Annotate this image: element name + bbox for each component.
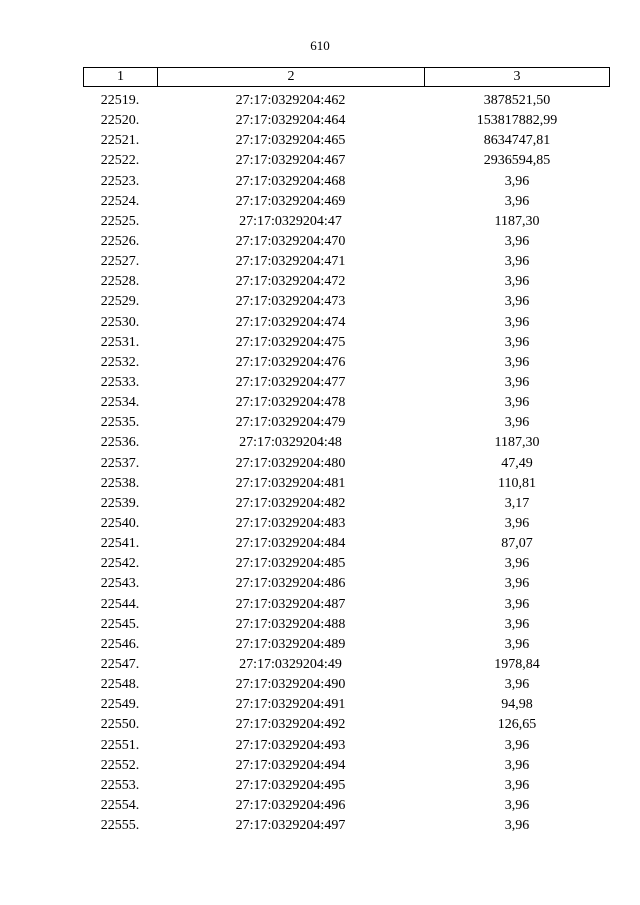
- row-number: 22534.: [100, 395, 140, 411]
- row-value: 94,98: [501, 697, 533, 713]
- row-value: 3,96: [504, 596, 530, 612]
- cadastral-number: 27:17:0329204:465: [235, 133, 346, 149]
- row-number: 22538.: [100, 475, 140, 491]
- table-row: [83, 272, 610, 292]
- row-value: 3,96: [504, 415, 530, 431]
- row-value: 3,96: [504, 294, 530, 310]
- row-value: 3,96: [504, 556, 530, 572]
- table-row: [83, 534, 610, 554]
- row-number: 22528.: [100, 274, 140, 290]
- cadastral-number: 27:17:0329204:485: [235, 556, 346, 572]
- row-value: 3,96: [504, 254, 530, 270]
- cadastral-number: 27:17:0329204:490: [235, 677, 346, 693]
- row-value: 47,49: [501, 455, 533, 471]
- row-number: 22545.: [100, 616, 140, 632]
- cadastral-number: 27:17:0329204:49: [239, 656, 342, 672]
- row-number: 22530.: [100, 314, 140, 330]
- cadastral-number: 27:17:0329204:494: [235, 757, 346, 773]
- table-row: [83, 353, 610, 373]
- row-value: 3,96: [504, 314, 530, 330]
- table-row: [83, 172, 610, 192]
- row-number: 22555.: [100, 818, 140, 834]
- cadastral-number: 27:17:0329204:481: [235, 475, 346, 491]
- row-value: 3878521,50: [483, 93, 551, 108]
- row-number: 22525.: [100, 213, 140, 229]
- row-number: 22548.: [100, 677, 140, 693]
- table-row: [83, 736, 610, 756]
- row-number: 22541.: [100, 536, 140, 552]
- row-number: 22542.: [100, 556, 140, 572]
- header-col-2: 2: [158, 68, 425, 86]
- row-value: 3,96: [504, 737, 530, 753]
- row-number: 22550.: [100, 717, 140, 733]
- row-number: 22539.: [100, 495, 140, 511]
- row-number: 22552.: [100, 757, 140, 773]
- row-number: 22547.: [100, 656, 140, 672]
- row-number: 22526.: [100, 233, 140, 249]
- table-row: [83, 131, 610, 151]
- table-row: [83, 454, 610, 474]
- row-value: 3,17: [504, 495, 530, 511]
- table-row: [83, 695, 610, 715]
- row-value: 3,96: [504, 576, 530, 592]
- table-body: [83, 91, 610, 836]
- row-value: 2936594,85: [483, 153, 551, 169]
- row-number: 22519.: [100, 93, 140, 108]
- row-value: 1978,84: [494, 656, 540, 672]
- table-row: [83, 675, 610, 695]
- cadastral-number: 27:17:0329204:489: [235, 636, 346, 652]
- table-row: [83, 796, 610, 816]
- row-value: 3,96: [504, 777, 530, 793]
- header-col-3: 3: [513, 69, 521, 84]
- page-number: 610: [310, 38, 330, 53]
- cadastral-number: 27:17:0329204:468: [235, 173, 346, 189]
- table-row: [83, 615, 610, 635]
- table-row: [83, 313, 610, 333]
- cadastral-number: 27:17:0329204:462: [235, 93, 346, 108]
- row-value: 87,07: [501, 536, 533, 552]
- table-row: [83, 635, 610, 655]
- table-row: [83, 655, 610, 675]
- cadastral-number: 27:17:0329204:492: [235, 717, 346, 733]
- cadastral-number: 27:17:0329204:476: [235, 354, 346, 370]
- row-number: 22521.: [100, 133, 140, 149]
- cadastral-number: 27:17:0329204:483: [235, 515, 346, 531]
- table-row: [83, 494, 610, 514]
- row-value: 3,96: [504, 274, 530, 290]
- cadastral-number: 27:17:0329204:477: [235, 374, 346, 390]
- table-row: [83, 192, 610, 212]
- table-row: [83, 595, 610, 615]
- row-value: 3,96: [504, 515, 530, 531]
- cadastral-number: 27:17:0329204:480: [235, 455, 346, 471]
- cadastral-number: 27:17:0329204:475: [235, 334, 346, 350]
- row-value: 3,96: [504, 677, 530, 693]
- table-row: [83, 554, 610, 574]
- row-value: 126,65: [497, 717, 537, 733]
- table-row: [83, 292, 610, 312]
- row-number: 22522.: [100, 153, 140, 169]
- row-value: 3,96: [504, 173, 530, 189]
- row-value: 3,96: [504, 374, 530, 390]
- table-row: [83, 756, 610, 776]
- cadastral-number: 27:17:0329204:484: [235, 536, 346, 552]
- row-number: 22532.: [100, 354, 140, 370]
- table-row: [83, 715, 610, 735]
- table-row: [83, 333, 610, 353]
- table-row: [83, 433, 610, 453]
- cadastral-number: 27:17:0329204:497: [235, 818, 346, 834]
- row-value: 3,96: [504, 818, 530, 834]
- row-number: 22543.: [100, 576, 140, 592]
- cadastral-number: 27:17:0329204:469: [235, 193, 346, 209]
- cadastral-number: 27:17:0329204:491: [235, 697, 346, 713]
- cadastral-number: 27:17:0329204:496: [235, 797, 346, 813]
- row-value: 3,96: [504, 395, 530, 411]
- row-number: 22529.: [100, 294, 140, 310]
- table-row: [83, 393, 610, 413]
- row-number: 22551.: [100, 737, 140, 753]
- row-number: 22533.: [100, 374, 140, 390]
- cadastral-number: 27:17:0329204:471: [235, 254, 346, 270]
- row-number: 22535.: [100, 415, 140, 431]
- row-number: 22524.: [100, 193, 140, 209]
- table-row: [83, 373, 610, 393]
- row-value: 1187,30: [494, 435, 540, 451]
- table-row: [83, 111, 610, 131]
- cadastral-number: 27:17:0329204:467: [235, 153, 346, 169]
- cadastral-number: 27:17:0329204:472: [235, 274, 346, 290]
- row-value: 3,96: [504, 233, 530, 249]
- table-row: [83, 91, 610, 111]
- row-value: 3,96: [504, 757, 530, 773]
- table-row: [83, 212, 610, 232]
- cadastral-number: 27:17:0329204:474: [235, 314, 346, 330]
- table-row: [83, 413, 610, 433]
- row-number: 22554.: [100, 797, 140, 813]
- cadastral-number: 27:17:0329204:487: [235, 596, 346, 612]
- row-number: 22520.: [100, 113, 140, 129]
- row-value: 8634747,81: [483, 133, 551, 149]
- cadastral-number: 27:17:0329204:47: [239, 213, 342, 229]
- cadastral-number: 27:17:0329204:486: [235, 576, 346, 592]
- cadastral-number: 27:17:0329204:470: [235, 233, 346, 249]
- table-row: [83, 514, 610, 534]
- row-number: 22546.: [100, 636, 140, 652]
- cadastral-number: 27:17:0329204:479: [235, 415, 346, 431]
- row-number: 22523.: [100, 173, 140, 189]
- row-number: 22527.: [100, 254, 140, 270]
- row-number: 22553.: [100, 777, 140, 793]
- row-value: 3,96: [504, 616, 530, 632]
- row-number: 22537.: [100, 455, 140, 471]
- row-value: 3,96: [504, 354, 530, 370]
- table-row: [83, 151, 610, 171]
- cadastral-number: 27:17:0329204:495: [235, 777, 346, 793]
- table-header: [83, 67, 610, 87]
- cadastral-number: 27:17:0329204:473: [235, 294, 346, 310]
- row-value: 3,96: [504, 193, 530, 209]
- table-row: [83, 474, 610, 494]
- cadastral-number: 27:17:0329204:493: [235, 737, 346, 753]
- cadastral-number: 27:17:0329204:478: [235, 395, 346, 411]
- row-value: 110,81: [498, 475, 536, 491]
- cadastral-number: 27:17:0329204:48: [239, 435, 342, 451]
- row-value: 3,96: [504, 797, 530, 813]
- cadastral-number: 27:17:0329204:488: [235, 616, 346, 632]
- row-number: 22549.: [100, 697, 140, 713]
- cadastral-number: 27:17:0329204:482: [235, 495, 346, 511]
- table-row: [83, 232, 610, 252]
- table-row: [83, 574, 610, 594]
- row-number: 22531.: [100, 334, 140, 350]
- cadastral-number: 27:17:0329204:464: [235, 113, 346, 129]
- row-number: 22536.: [100, 435, 140, 451]
- row-value: 3,96: [504, 636, 530, 652]
- row-value: 153817882,99: [476, 113, 558, 129]
- row-value: 1187,30: [494, 213, 540, 229]
- header-col-1: 1: [84, 68, 158, 86]
- row-number: 22544.: [100, 596, 140, 612]
- table-row: [83, 776, 610, 796]
- table-row: [83, 252, 610, 272]
- row-number: 22540.: [100, 515, 140, 531]
- table-row: [83, 816, 610, 836]
- row-value: 3,96: [504, 334, 530, 350]
